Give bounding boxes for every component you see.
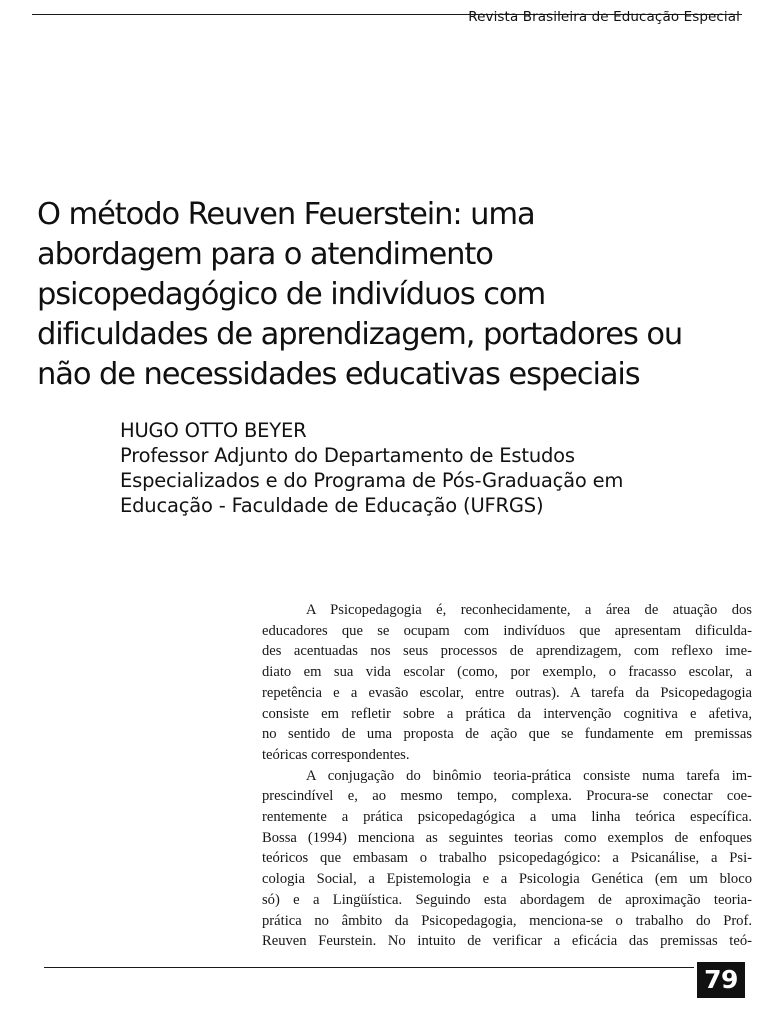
body-line: cologia Social, a Epistemologia e a Psicologia Genética (em um bloco xyxy=(262,871,752,888)
body-line: diato em sua vida escolar (como, por exemplo, o fracasso escolar, a xyxy=(262,664,752,681)
affiliation-line: Especializados e do Programa de Pós-Graduação em xyxy=(120,469,624,492)
title-line: abordagem para o atendimento xyxy=(37,237,493,272)
body-line: educadores que se ocupam com indivíduos que apresentam dificulda- xyxy=(262,622,752,639)
body-line: des acentuadas nos seus processos de aprendizagem, com reflexo ime- xyxy=(262,643,752,660)
title-line: dificuldades de aprendizagem, portadores ou xyxy=(37,317,683,352)
body-line: prescindível e, ao mesmo tempo, complexa. Procura-se conectar coe- xyxy=(262,788,752,805)
author-name: HUGO OTTO BEYER xyxy=(120,419,307,442)
affiliation-line: Professor Adjunto do Departamento de Estudos xyxy=(120,444,575,467)
title-line: psicopedagógico de indivíduos com xyxy=(37,277,546,312)
body-line: rentemente a prática psicopedagógica a uma linha teórica específica. xyxy=(262,809,752,826)
body-line: Reuven Feurstein. No intuito de verificar a eficácia das premissas teó- xyxy=(262,933,752,950)
body-line: A conjugação do binômio teoria-prática consiste numa tarefa im- xyxy=(306,767,752,784)
affiliation-line: Educação - Faculdade de Educação (UFRGS) xyxy=(120,494,544,517)
body-line: consiste em refletir sobre a prática da intervenção cognitiva e afetiva, xyxy=(262,705,752,722)
title-line: O método Reuven Feuerstein: uma xyxy=(37,197,535,232)
footer-rule xyxy=(44,967,694,968)
body-line: teóricos que embasam o trabalho psicopedagógico: a Psicanálise, a Psi- xyxy=(262,850,752,867)
body-line: A Psicopedagogia é, reconhecidamente, a área de atuação dos xyxy=(306,602,752,618)
body-line: só) e a Lingüística. Seguindo esta abordagem de aproximação teoria- xyxy=(262,891,752,908)
page-number: 79 xyxy=(697,962,745,998)
body-line: Bossa (1994) menciona as seguintes teorias como exemplos de enfoques xyxy=(262,829,752,846)
body-line: teóricas correspondentes. xyxy=(262,746,410,763)
body-line: repetência e a evasão escolar, entre outras). A tarefa da Psicopedagogia xyxy=(262,684,752,701)
journal-header: Revista Brasileira de Educação Especial xyxy=(468,9,740,25)
article-body xyxy=(262,600,752,952)
body-line: no sentido de uma proposta de ação que se fundamente em premissas xyxy=(262,726,752,743)
article-title xyxy=(37,195,737,395)
title-line: não de necessidades educativas especiais xyxy=(37,357,640,392)
body-line: prática no âmbito da Psicopedagogia, menciona-se o trabalho do Prof. xyxy=(262,912,752,929)
author-block xyxy=(120,418,740,518)
